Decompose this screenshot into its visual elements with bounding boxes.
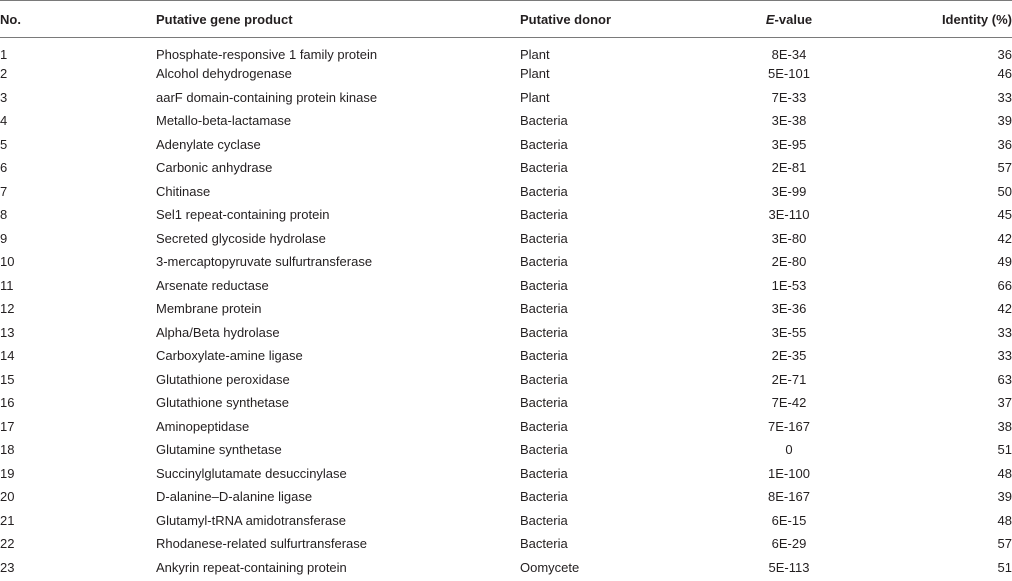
cell-product: Rhodanese-related sulfurtransferase	[156, 536, 368, 552]
cell-no: 11	[0, 277, 14, 293]
cell-identity: 48	[997, 465, 1012, 481]
table-row	[0, 462, 1012, 486]
header-evalue-rest: -value	[774, 11, 813, 27]
cell-identity: 42	[997, 230, 1012, 246]
table-row	[0, 180, 1012, 204]
table-row	[0, 532, 1012, 556]
cell-identity: 51	[997, 442, 1012, 458]
cell-no: 15	[0, 371, 15, 387]
cell-donor: Bacteria	[520, 512, 568, 528]
table-row	[0, 485, 1012, 509]
cell-evalue: 2E-35	[771, 348, 807, 364]
cell-no: 10	[0, 254, 15, 270]
cell-no: 5	[0, 136, 8, 152]
cell-no: 12	[0, 301, 15, 317]
cell-donor: Oomycete	[520, 559, 580, 575]
cell-donor: Bacteria	[520, 136, 568, 152]
cell-evalue: 6E-15	[771, 512, 807, 528]
cell-no: 13	[0, 324, 15, 340]
cell-donor: Plant	[520, 89, 550, 105]
cell-no: 1	[0, 47, 8, 62]
table-row	[0, 415, 1012, 439]
cell-donor: Bacteria	[520, 301, 568, 317]
cell-evalue: 0	[785, 442, 793, 458]
cell-donor: Bacteria	[520, 254, 568, 270]
cell-product: Glutamine synthetase	[156, 442, 282, 458]
table-row	[0, 156, 1012, 180]
cell-identity: 63	[997, 371, 1012, 387]
cell-identity: 33	[997, 324, 1012, 340]
cell-identity: 49	[997, 254, 1012, 270]
cell-identity: 45	[997, 207, 1012, 223]
cell-product: Glutamyl-tRNA amidotransferase	[156, 512, 347, 528]
cell-donor: Bacteria	[520, 324, 568, 340]
cell-identity: 50	[997, 183, 1012, 199]
table-row	[0, 250, 1012, 274]
cell-product: Phosphate-responsive 1 family protein	[156, 47, 378, 62]
cell-evalue: 3E-110	[768, 207, 810, 223]
table-row	[0, 368, 1012, 392]
cell-product: 3-mercaptopyruvate sulfurtransferase	[156, 254, 373, 270]
cell-identity: 57	[997, 160, 1012, 176]
cell-donor: Bacteria	[520, 230, 568, 246]
header-evalue-italic: E	[765, 11, 775, 27]
cell-donor: Bacteria	[520, 183, 568, 199]
cell-product: Alpha/Beta hydrolase	[156, 324, 280, 340]
table-row	[0, 274, 1012, 298]
cell-product: D-alanine–D-alanine ligase	[156, 489, 313, 505]
table-body	[0, 38, 1012, 580]
cell-product: Membrane protein	[156, 301, 262, 317]
cell-identity: 33	[997, 348, 1012, 364]
cell-donor: Plant	[520, 47, 550, 62]
cell-donor: Bacteria	[520, 113, 568, 129]
table-row	[0, 509, 1012, 533]
cell-evalue: 3E-95	[771, 136, 807, 152]
table-row	[0, 109, 1012, 133]
cell-evalue: 8E-167	[768, 489, 810, 505]
table-row	[0, 133, 1012, 157]
table-row	[0, 556, 1012, 580]
cell-identity: 39	[997, 113, 1012, 129]
table-row	[0, 297, 1012, 321]
table-row	[0, 62, 1012, 86]
table-row	[0, 391, 1012, 415]
cell-no: 14	[0, 348, 15, 364]
cell-no: 6	[0, 160, 8, 176]
header-evalue	[708, 1, 870, 38]
header-product: Putative gene product	[156, 1, 520, 38]
cell-donor: Bacteria	[520, 160, 568, 176]
cell-evalue: 2E-80	[771, 254, 807, 270]
cell-evalue: 5E-113	[768, 559, 810, 575]
cell-donor: Bacteria	[520, 489, 568, 505]
cell-identity: 37	[997, 395, 1012, 411]
cell-product: Metallo-beta-lactamase	[156, 113, 292, 129]
cell-donor: Plant	[520, 66, 550, 82]
cell-evalue: 3E-36	[771, 301, 807, 317]
cell-evalue: 1E-53	[771, 277, 807, 293]
cell-identity: 36	[997, 47, 1012, 62]
cell-evalue: 7E-33	[771, 89, 807, 105]
cell-donor: Bacteria	[520, 371, 568, 387]
cell-donor: Bacteria	[520, 348, 568, 364]
cell-no: 3	[0, 89, 8, 105]
header-no: No.	[0, 1, 156, 38]
cell-product: Glutathione peroxidase	[156, 371, 290, 387]
table-row	[0, 86, 1012, 110]
header-donor: Putative donor	[520, 1, 708, 38]
cell-no: 8	[0, 207, 8, 223]
cell-no: 22	[0, 536, 15, 552]
cell-product: Alcohol dehydrogenase	[156, 66, 292, 82]
cell-product: Aminopeptidase	[156, 418, 250, 434]
table-row	[0, 321, 1012, 345]
cell-product: Adenylate cyclase	[156, 136, 261, 152]
cell-no: 18	[0, 442, 15, 458]
cell-donor: Bacteria	[520, 465, 568, 481]
cell-evalue: 2E-81	[771, 160, 807, 176]
cell-identity: 42	[997, 301, 1012, 317]
cell-product: Ankyrin repeat-containing protein	[156, 559, 347, 575]
cell-evalue: 3E-99	[771, 183, 807, 199]
cell-evalue: 6E-29	[771, 536, 807, 552]
cell-product: Glutathione synthetase	[156, 395, 289, 411]
cell-evalue: 7E-42	[771, 395, 807, 411]
cell-no: 2	[0, 66, 8, 82]
cell-no: 23	[0, 559, 15, 575]
cell-product: Secreted glycoside hydrolase	[156, 230, 326, 246]
cell-identity: 46	[997, 66, 1012, 82]
cell-no: 17	[0, 418, 15, 434]
cell-product: aarF domain-containing protein kinase	[156, 89, 378, 105]
cell-no: 4	[0, 113, 8, 129]
cell-no: 7	[0, 183, 8, 199]
cell-product: Succinylglutamate desuccinylase	[156, 465, 347, 481]
cell-product: Chitinase	[156, 183, 211, 199]
cell-identity: 33	[997, 89, 1012, 105]
cell-identity: 66	[997, 277, 1012, 293]
cell-product: Arsenate reductase	[156, 277, 269, 293]
cell-evalue: 1E-100	[768, 465, 810, 481]
table-row	[0, 438, 1012, 462]
table-row	[0, 38, 1012, 63]
header-identity: Identity (%)	[870, 1, 1012, 38]
cell-no: 21	[0, 512, 15, 528]
cell-evalue: 5E-101	[768, 66, 810, 82]
table-header	[0, 1, 1012, 38]
cell-identity: 36	[997, 136, 1012, 152]
table-row	[0, 227, 1012, 251]
header-row	[0, 1, 1012, 38]
cell-no: 16	[0, 395, 15, 411]
cell-evalue: 2E-71	[771, 371, 807, 387]
cell-donor: Bacteria	[520, 418, 568, 434]
cell-identity: 51	[997, 559, 1012, 575]
cell-evalue: 3E-55	[771, 324, 807, 340]
cell-identity: 57	[997, 536, 1012, 552]
cell-no: 20	[0, 489, 15, 505]
cell-evalue: 7E-167	[768, 418, 810, 434]
cell-donor: Bacteria	[520, 277, 568, 293]
cell-donor: Bacteria	[520, 207, 568, 223]
cell-evalue: 8E-34	[771, 47, 807, 62]
cell-product: Carboxylate-amine ligase	[156, 348, 303, 364]
cell-evalue: 3E-80	[771, 230, 807, 246]
cell-product: Sel1 repeat-containing protein	[156, 207, 330, 223]
table-row	[0, 344, 1012, 368]
cell-product: Carbonic anhydrase	[156, 160, 273, 176]
cell-no: 19	[0, 465, 15, 481]
cell-donor: Bacteria	[520, 442, 568, 458]
table-row	[0, 203, 1012, 227]
cell-identity: 39	[997, 489, 1012, 505]
cell-identity: 48	[997, 512, 1012, 528]
cell-evalue: 3E-38	[771, 113, 807, 129]
cell-no: 9	[0, 230, 8, 246]
cell-donor: Bacteria	[520, 536, 568, 552]
cell-donor: Bacteria	[520, 395, 568, 411]
cell-identity: 38	[997, 418, 1012, 434]
